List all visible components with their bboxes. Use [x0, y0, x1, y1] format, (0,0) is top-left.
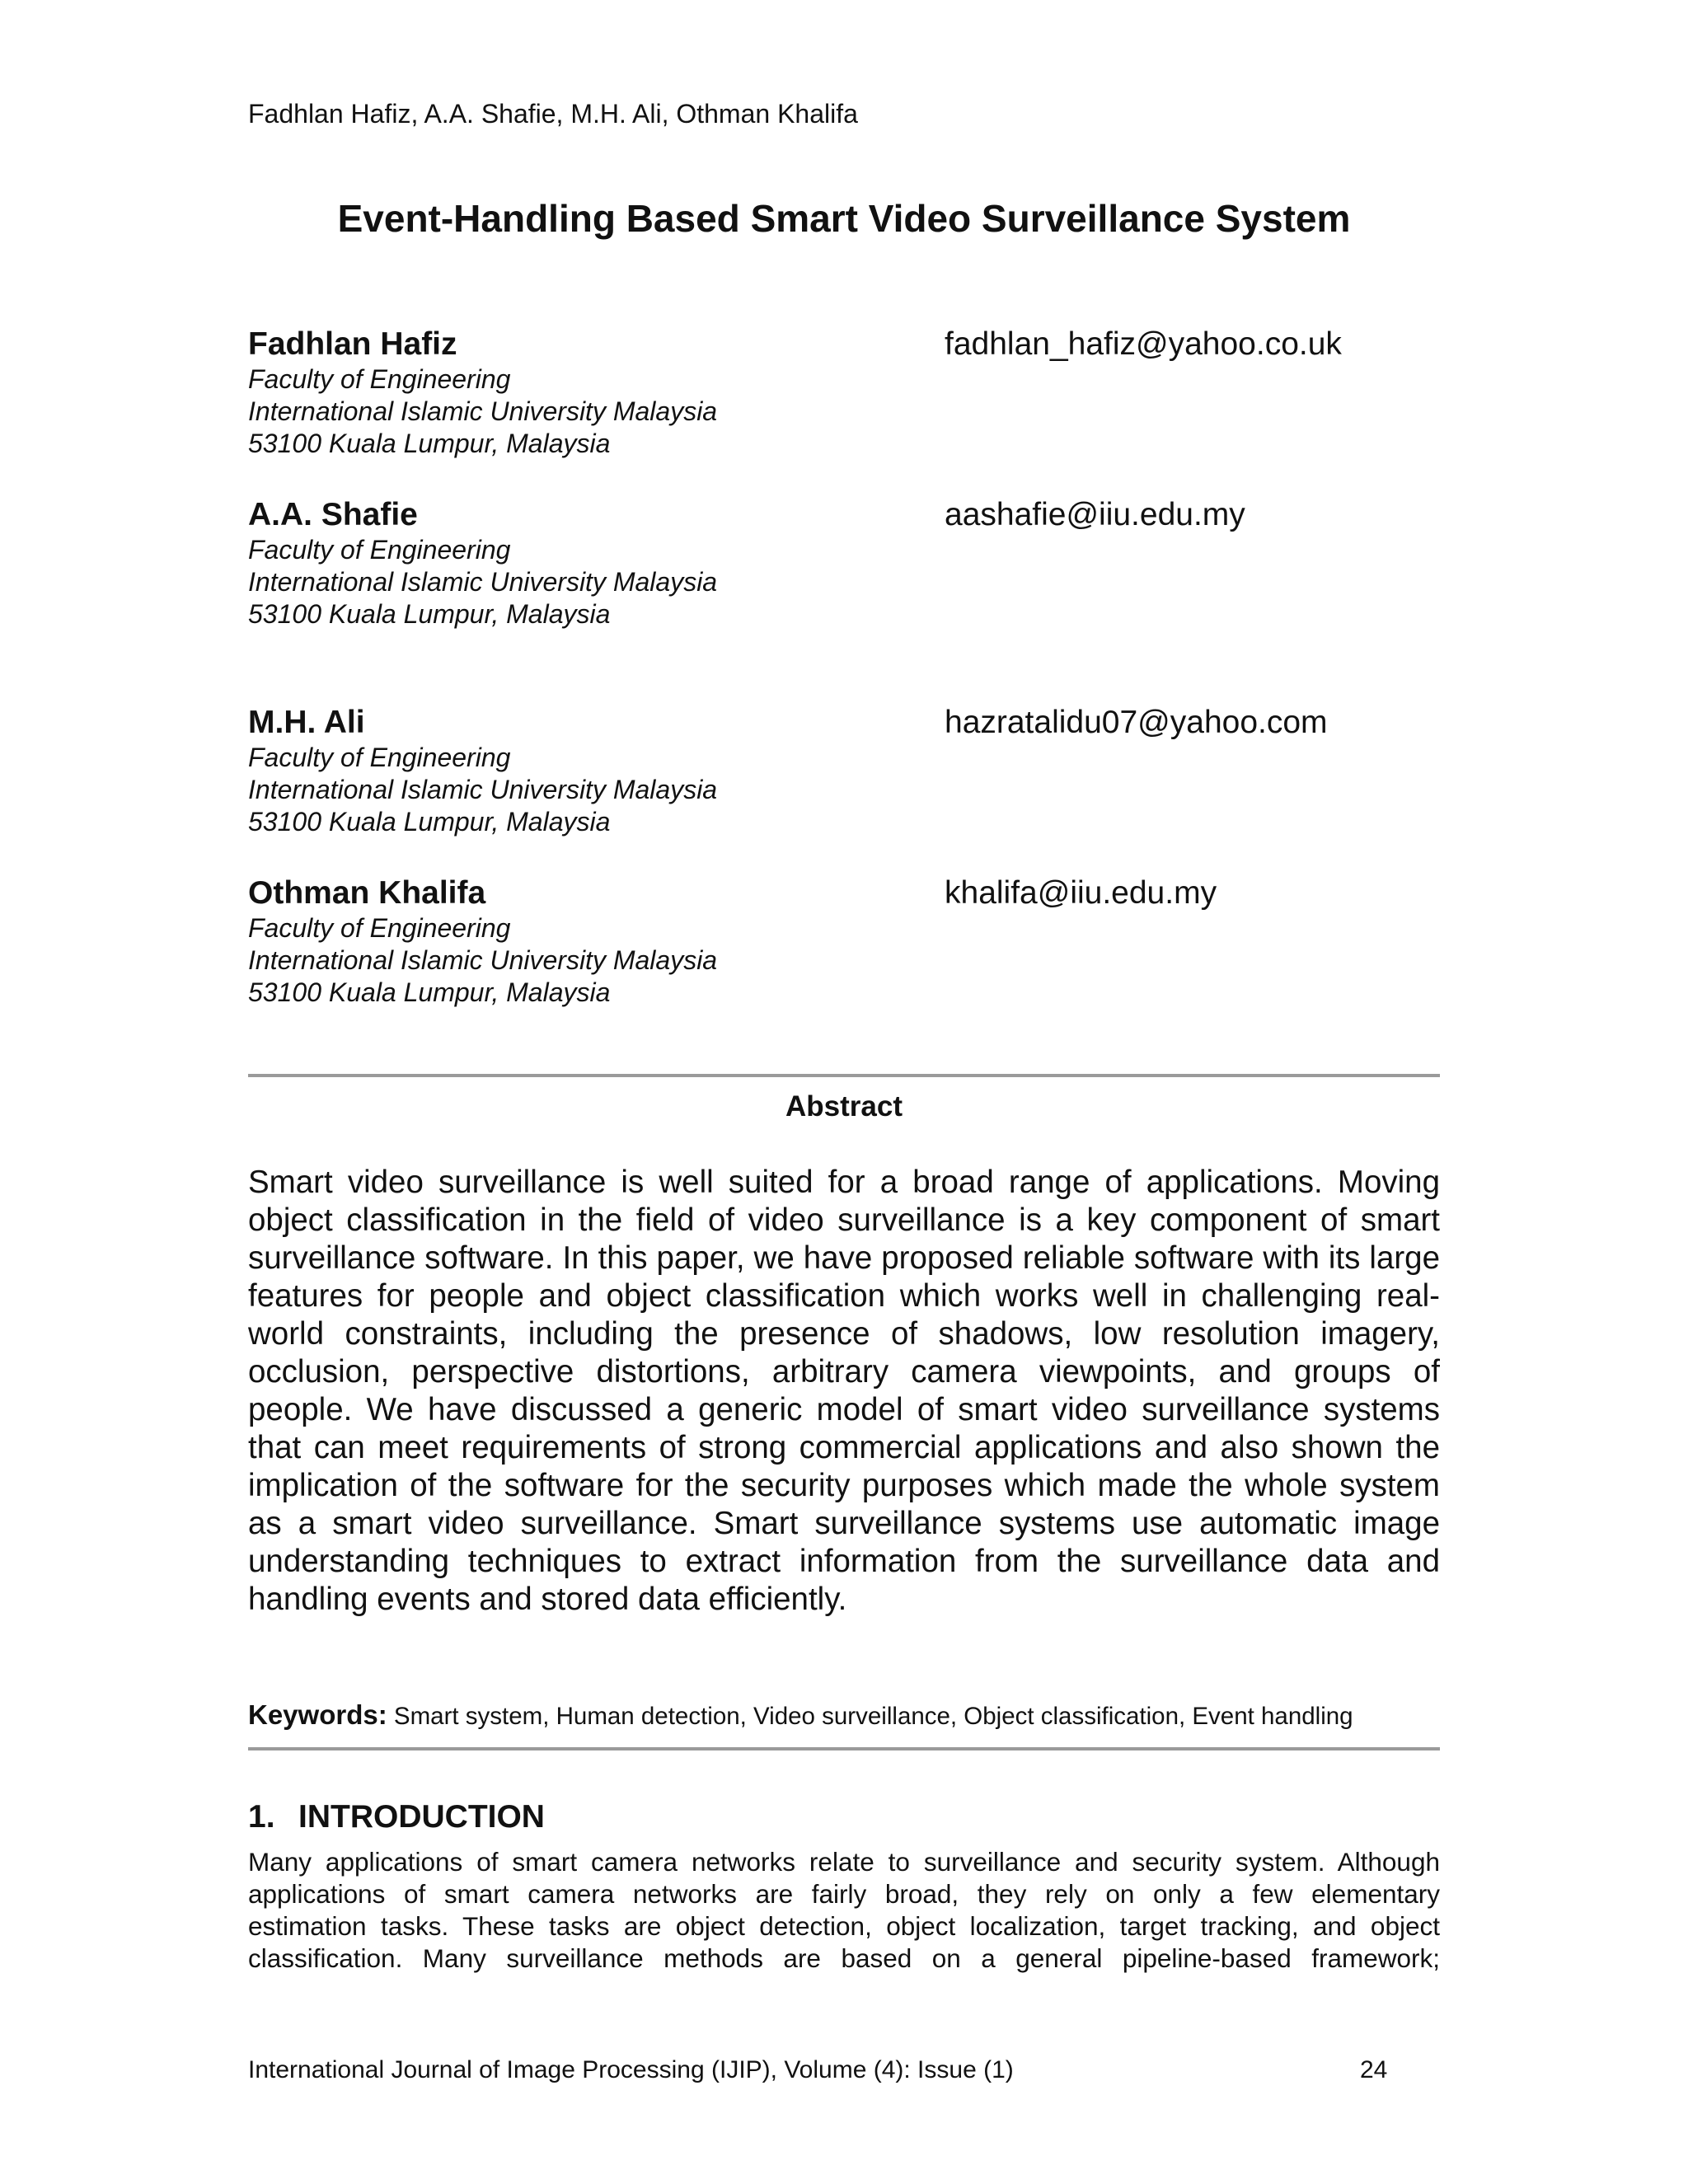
author-affiliation-line: 53100 Kuala Lumpur, Malaysia: [248, 429, 611, 458]
author-email: hazratalidu07@yahoo.com: [945, 705, 1328, 740]
author-affiliation-line: 53100 Kuala Lumpur, Malaysia: [248, 599, 611, 629]
abstract-heading: Abstract: [785, 1090, 903, 1122]
body-line: classification. Many surveillance methods are based on a general pipeline-based framework;: [248, 1943, 1440, 1973]
author-affiliation-line: 53100 Kuala Lumpur, Malaysia: [248, 977, 611, 1007]
keywords-line: [248, 1699, 1440, 1731]
author-affiliation-line: 53100 Kuala Lumpur, Malaysia: [248, 807, 611, 837]
author-block: [248, 704, 1440, 852]
author-affiliation-line: International Islamic University Malaysia: [248, 775, 718, 804]
section-heading: [248, 1799, 545, 1835]
author-affiliation-line: Faculty of Engineering: [248, 364, 511, 394]
footer-journal: International Journal of Image Processing (IJIP), Volume (4): Issue (1): [248, 2056, 1014, 2083]
section-title: INTRODUCTION: [298, 1799, 545, 1835]
body-line: estimation tasks. These tasks are object detection, object localization, target tracking, and object: [248, 1911, 1440, 1941]
abstract-text: Smart video surveillance is well suited for a broad range of applications. Moving object classification in the field of video surveillance is a key component of smart surveillance software. In this paper, we have proposed reliable software with its large features for people and object classification which works well in challenging real-world constraints, including the presence of shadows, low resolution imagery, occlusion, perspective distortions, arbitrary camera viewpoints, and groups of people. We have discussed a generic model of smart video surveillance systems that can meet requirements of strong commercial applications and also shown the implication of the software for the security purposes which made the whole system as a smart video surveillance. Smart surveillance systems use automatic image understanding techniques to extract information from the surveillance data and handling events and stored data efficiently.: [248, 1165, 1440, 1617]
keywords-text: Smart system, Human detection, Video surveillance, Object classification, Event handling: [393, 1703, 1353, 1730]
body-line: applications of smart camera networks are fairly broad, they rely on only a few elementary: [248, 1879, 1440, 1909]
author-name: M.H. Ali: [248, 705, 365, 740]
divider-rule: [248, 1074, 1440, 1077]
author-block: [248, 326, 1440, 474]
section-number: 1.: [248, 1799, 275, 1835]
author-block: [248, 874, 1440, 1023]
author-email: aashafie@iiu.edu.my: [945, 497, 1245, 532]
author-name: Othman Khalifa: [248, 875, 486, 911]
author-affiliation-line: Faculty of Engineering: [248, 743, 511, 772]
paper-title: Event-Handling Based Smart Video Surveillance System: [337, 197, 1351, 240]
body-line: Many applications of smart camera networks relate to surveillance and security system. Although: [248, 1847, 1440, 1877]
author-affiliation-line: International Islamic University Malaysia: [248, 396, 718, 426]
author-affiliation-line: International Islamic University Malaysia: [248, 567, 718, 597]
author-name: Fadhlan Hafiz: [248, 326, 457, 362]
author-name: A.A. Shafie: [248, 497, 418, 532]
author-affiliation-line: International Islamic University Malaysia: [248, 945, 718, 975]
author-affiliation-line: Faculty of Engineering: [248, 913, 511, 943]
author-email: fadhlan_hafiz@yahoo.co.uk: [945, 326, 1342, 362]
author-affiliation-line: Faculty of Engineering: [248, 535, 511, 565]
divider-rule: [248, 1747, 1440, 1750]
author-block: [248, 496, 1440, 644]
keywords-label: Keywords:: [248, 1699, 387, 1730]
author-email: khalifa@iiu.edu.my: [945, 875, 1217, 911]
running-head: Fadhlan Hafiz, A.A. Shafie, M.H. Ali, Othman Khalifa: [248, 99, 858, 129]
page-number: 24: [1360, 2056, 1388, 2083]
section-body: [248, 1846, 1440, 1975]
